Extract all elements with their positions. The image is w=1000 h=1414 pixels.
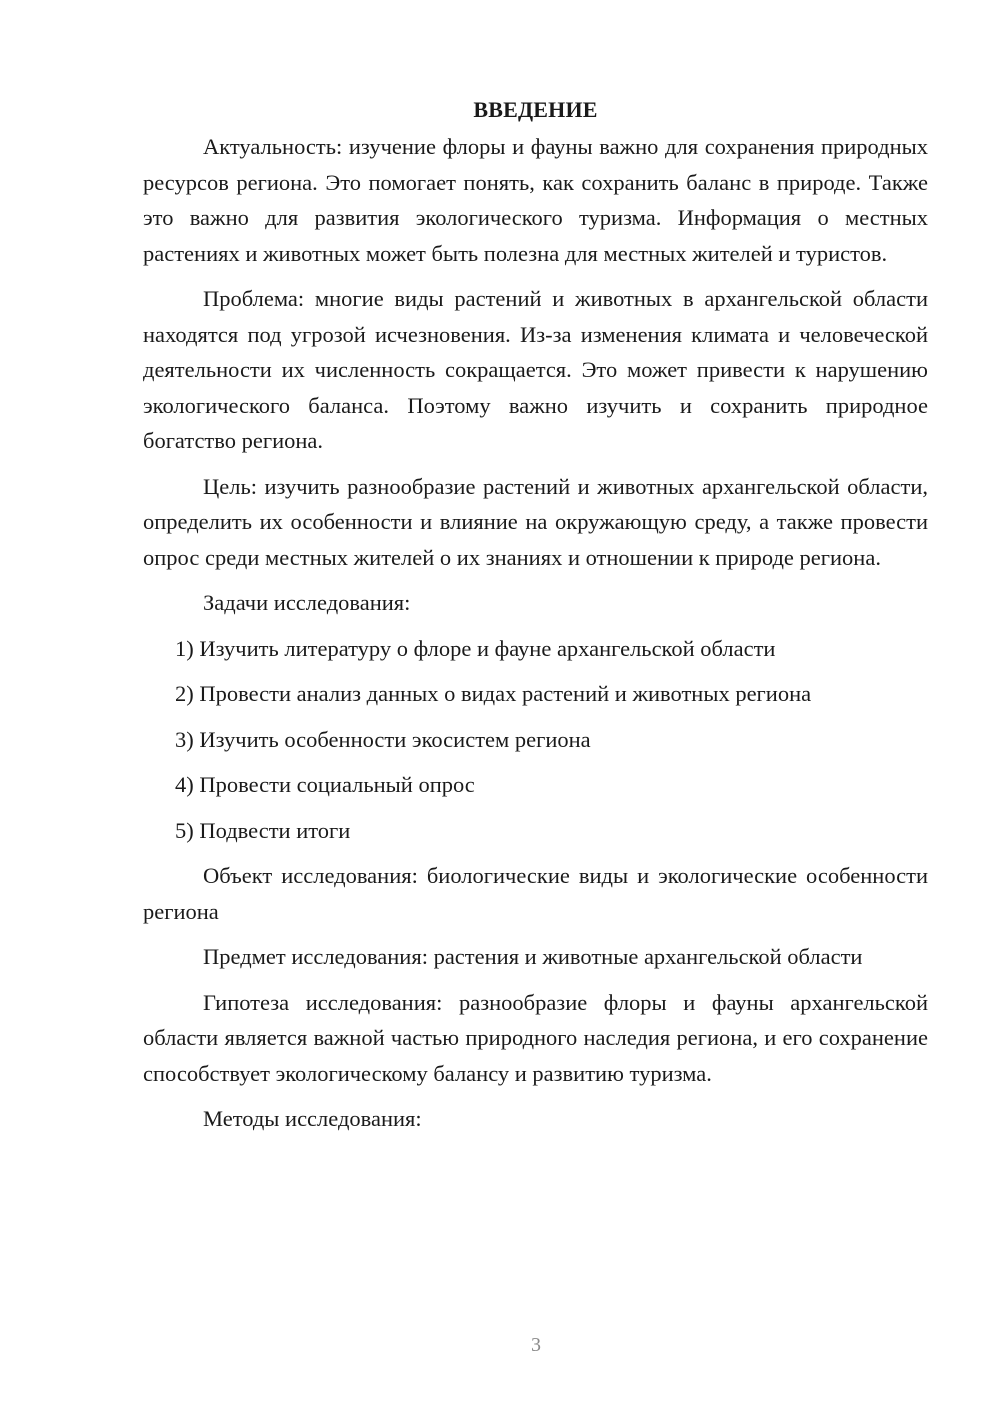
tasks-list (143, 631, 928, 849)
section-title: ВВЕДЕНИЕ (473, 97, 598, 122)
paragraph-subject: Предмет исследования: растения и животные архангельской области (203, 944, 863, 969)
task-item: 5) Подвести итоги (175, 817, 351, 843)
tasks-heading: Задачи исследования: (203, 590, 411, 615)
page-number: 3 (531, 1334, 541, 1356)
paragraph-goal: Цель: изучить разнообразие растений и животных архангельской области, определить их особенности и влияние на окружающую среду, а также провести опрос среди местных жителей о их знаниях и отношении к природе региона. (143, 473, 928, 570)
paragraph-object: Объект исследования: биологические виды и экологические особенности региона (143, 863, 928, 924)
task-item: 2) Провести анализ данных о видах растений и животных региона (175, 681, 812, 706)
task-item: 3) Изучить особенности экосистем региона (175, 726, 591, 752)
methods-heading: Методы исследования: (203, 1106, 422, 1131)
paragraph-problem: Проблема: многие виды растений и животных в архангельской области находятся под угрозой исчезновения. Из-за изменения климата и человеческой деятельности их численность сокращается. Это может привести к нарушению экологического баланса. Поэтому важно изучить и сохранить природное богатство региона. (143, 286, 928, 453)
task-item: 4) Провести социальный опрос (175, 772, 475, 797)
document-page (143, 95, 928, 1147)
task-item: 1) Изучить литературу о флоре и фауне архангельской области (175, 635, 776, 661)
paragraph-relevance: Актуальность: изучение флоры и фауны важно для сохранения природных ресурсов региона. Это помогает понять, как сохранить баланс в природе. Также это важно для развития экологического туризма. Информация о местных растениях и животных может быть полезна для местных жителей и туристов. (143, 134, 928, 266)
paragraph-hypothesis: Гипотеза исследования: разнообразие флоры и фауны архангельской области является важной частью природного наследия региона, и его сохранение способствует экологическому балансу и развитию туризма. (143, 989, 928, 1086)
